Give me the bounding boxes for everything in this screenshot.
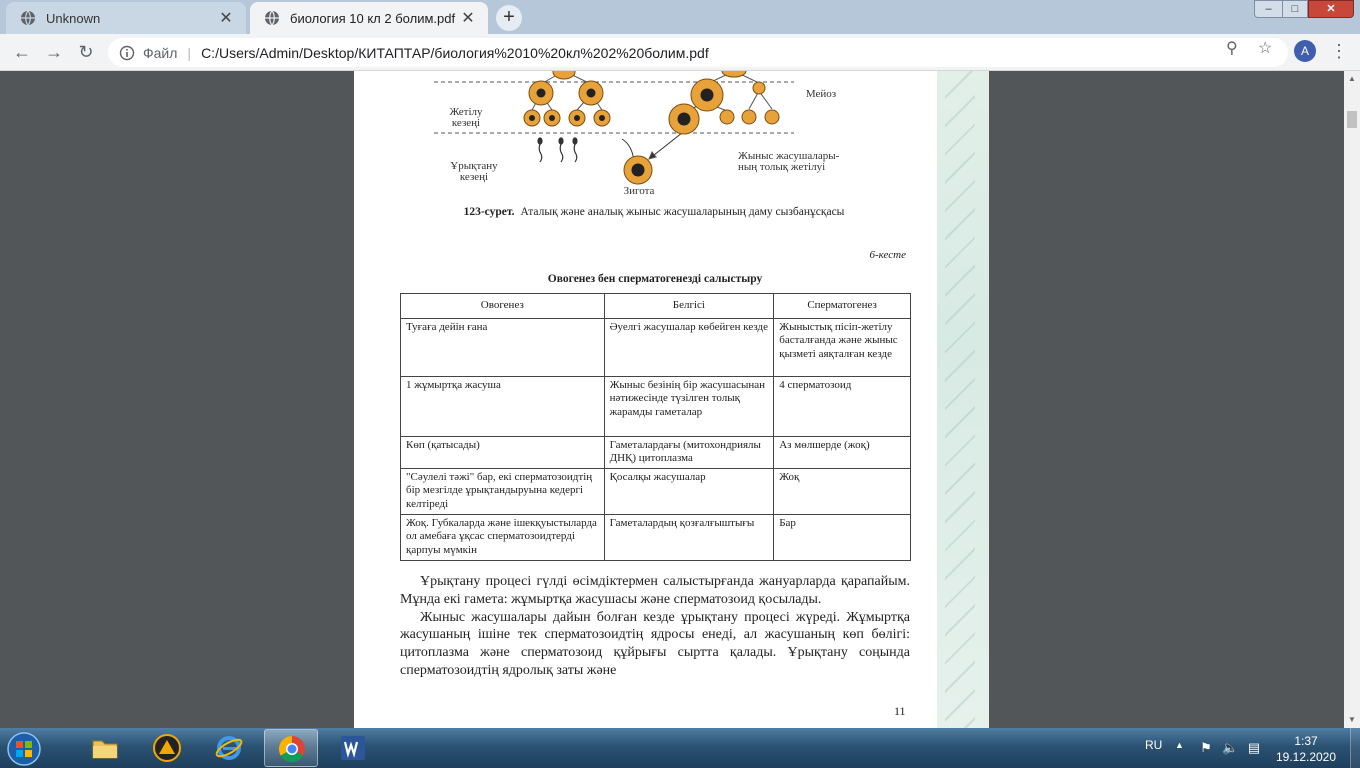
system-clock[interactable]	[1268, 733, 1344, 765]
tray-expand-icon[interactable]: ▲	[1175, 740, 1184, 750]
globe-icon	[20, 10, 36, 26]
tab-close-icon[interactable]: ✕	[461, 10, 475, 27]
info-icon[interactable]	[119, 45, 135, 61]
table-row	[401, 436, 911, 468]
fertilization-label	[444, 161, 504, 183]
table-cell: Жоқ. Губкаларда және ішекқуыстыларда ол амебаға ұқсас сперматозоидтерді қарпуы мүмкін	[401, 514, 605, 560]
table-cell: Әуелгі жасушалар көбейген кезде	[604, 318, 774, 376]
zoom-icon[interactable]: ⚲	[1226, 40, 1238, 57]
volume-icon[interactable]: 🔈	[1222, 740, 1239, 755]
scroll-up-icon[interactable]: ▲	[1348, 74, 1356, 83]
figure-caption-text: Аталық және аналық жыныс жасушаларының даму сызбанұсқасы	[520, 206, 845, 218]
profile-avatar[interactable]: A	[1294, 40, 1316, 62]
maturation-label-line: кезеңі	[451, 117, 481, 129]
body-text	[400, 573, 910, 680]
window-minimize-button[interactable]: –	[1254, 0, 1282, 18]
chrome-icon	[277, 734, 307, 764]
forward-arrow-icon[interactable]: →	[45, 42, 63, 62]
window-close-button[interactable]: ✕	[1308, 0, 1354, 18]
comparison-table	[400, 293, 911, 561]
table-cell: Гаметалардағы (митохондриялы ДНҚ) цитоплазма	[604, 436, 774, 468]
table-cell: "Сәулелі тәжі" бар, екі сперматозоидтің бір мезгілде ұрықтандыруына кедергі келтіреді	[401, 468, 605, 514]
vertical-scrollbar[interactable]	[1344, 71, 1360, 728]
figure-number: 123-сурет.	[463, 206, 515, 218]
table-number: 6-кесте	[869, 249, 906, 261]
full-maturation-label-line: Жыныс жасушалары-	[738, 150, 840, 162]
tab-strip	[0, 0, 1360, 34]
table-header-row	[401, 294, 911, 319]
triangle-app-icon	[152, 733, 182, 763]
fertilization-label-line: кезеңі	[459, 171, 489, 183]
full-maturation-label	[738, 151, 852, 173]
taskbar-app[interactable]	[140, 729, 194, 767]
table-row	[401, 468, 911, 514]
globe-icon	[264, 10, 280, 26]
diagram-lines	[532, 71, 772, 161]
table-cell: 1 жұмыртқа жасуша	[401, 376, 605, 436]
browser-toolbar	[0, 34, 1360, 71]
reload-icon[interactable]: ↻	[78, 42, 94, 62]
figure-caption	[444, 205, 864, 219]
table-cell: Гаметалардың қозғалғыштығы	[604, 514, 774, 560]
taskbar-chrome[interactable]	[264, 729, 318, 767]
pdf-page	[354, 71, 989, 728]
flag-icon[interactable]: ⚑	[1200, 740, 1212, 755]
folder-icon	[90, 733, 120, 763]
meiosis-label: Мейоз	[805, 88, 837, 100]
menu-kebab-icon[interactable]: ⋮	[1330, 41, 1348, 61]
table-cell: Жыныстық пісіп-жетілу басталғанда және жыныс қызметі аяқталған кезде	[774, 318, 911, 376]
tab-pdf[interactable]	[250, 2, 488, 34]
table-row	[401, 376, 911, 436]
pdf-viewer	[0, 71, 1344, 728]
table-title: Овогенез бен сперматогенезді салыстыру	[547, 273, 763, 285]
tab-unknown[interactable]	[6, 2, 246, 34]
page-decoration	[937, 71, 989, 728]
new-tab-button[interactable]: +	[496, 5, 522, 31]
table-cell: Көп (қатысады)	[401, 436, 605, 468]
sperm-cells	[538, 138, 577, 162]
table-cell: Бар	[774, 514, 911, 560]
start-button[interactable]	[4, 730, 44, 768]
url-text[interactable]: C:/Users/Admin/Desktop/КИТАПТАР/биология%2010%20кл%202%20болим.pdf	[201, 44, 709, 61]
tab-title: Unknown	[46, 10, 101, 26]
scroll-down-icon[interactable]: ▼	[1348, 715, 1356, 724]
page-number: 11	[894, 704, 906, 718]
fertilization-label-line: Ұрықтану	[450, 160, 498, 172]
column-header: Сперматогенез	[774, 294, 911, 319]
zygote-label: Зигота	[623, 185, 655, 197]
window-maximize-button[interactable]: □	[1282, 0, 1308, 18]
gametogenesis-diagram	[354, 71, 934, 201]
back-arrow-icon[interactable]: ←	[13, 42, 31, 62]
full-maturation-label-line: ның толық жетілуі	[738, 161, 826, 173]
windows-taskbar	[0, 728, 1360, 768]
table-row	[401, 514, 911, 560]
taskbar-explorer[interactable]	[78, 729, 132, 767]
taskbar-word[interactable]	[326, 729, 380, 767]
paragraph: Ұрықтану процесі гүлді өсімдіктермен салыстырғанда жануарларда қарапайым. Мұнда екі гамета: жұмыртқа жасушасы және сперматозоид қосылады.	[400, 574, 910, 607]
table-cell: 4 сперматозоид	[774, 376, 911, 436]
address-bar[interactable]	[108, 38, 1288, 67]
table-row	[401, 318, 911, 376]
tab-title: биология 10 кл 2 болим.pdf	[290, 10, 456, 26]
network-icon[interactable]: ▤	[1247, 740, 1261, 755]
column-header: Белгісі	[604, 294, 774, 319]
word-icon	[338, 733, 368, 763]
table-cell: Қосалқы жасушалар	[604, 468, 774, 514]
language-indicator[interactable]: RU	[1145, 738, 1163, 752]
clock-date: 19.12.2020	[1275, 750, 1337, 764]
url-scheme-label: Файл	[143, 44, 178, 61]
maturation-label	[438, 107, 494, 129]
maturation-label-line: Жетілу	[449, 106, 483, 118]
clock-time: 1:37	[1294, 734, 1318, 748]
tab-close-icon[interactable]: ✕	[219, 10, 233, 27]
url-separator: |	[187, 44, 192, 61]
table-cell: Туғаға дейін ғана	[401, 318, 605, 376]
taskbar-internet-explorer[interactable]	[202, 729, 256, 767]
bookmark-star-icon[interactable]: ☆	[1258, 40, 1273, 57]
table-cell: Аз мөлшерде (жоқ)	[774, 436, 911, 468]
paragraph: Жыныс жасушалары дайын болған кезде ұрықтану процесі жүреді. Жұмыртқа жасушаның ішіне тек сперматозоидтің ядросы енеді, ал жасушаның көп бөлігі: цитоплазма және сперматозоид құйрығы сыртта қалады. Ұрықтану соңында сперматозоидтің ядролық заты және	[400, 609, 910, 678]
internet-explorer-icon	[214, 733, 244, 763]
show-desktop-button[interactable]	[1350, 728, 1360, 768]
scroll-thumb[interactable]	[1347, 111, 1357, 128]
table-cell: Жыныс безінің бір жасушасынан нәтижесінде түзілген толық жарамды гаметалар	[604, 376, 774, 436]
table-cell: Жоқ	[774, 468, 911, 514]
column-header: Овогенез	[401, 294, 605, 319]
